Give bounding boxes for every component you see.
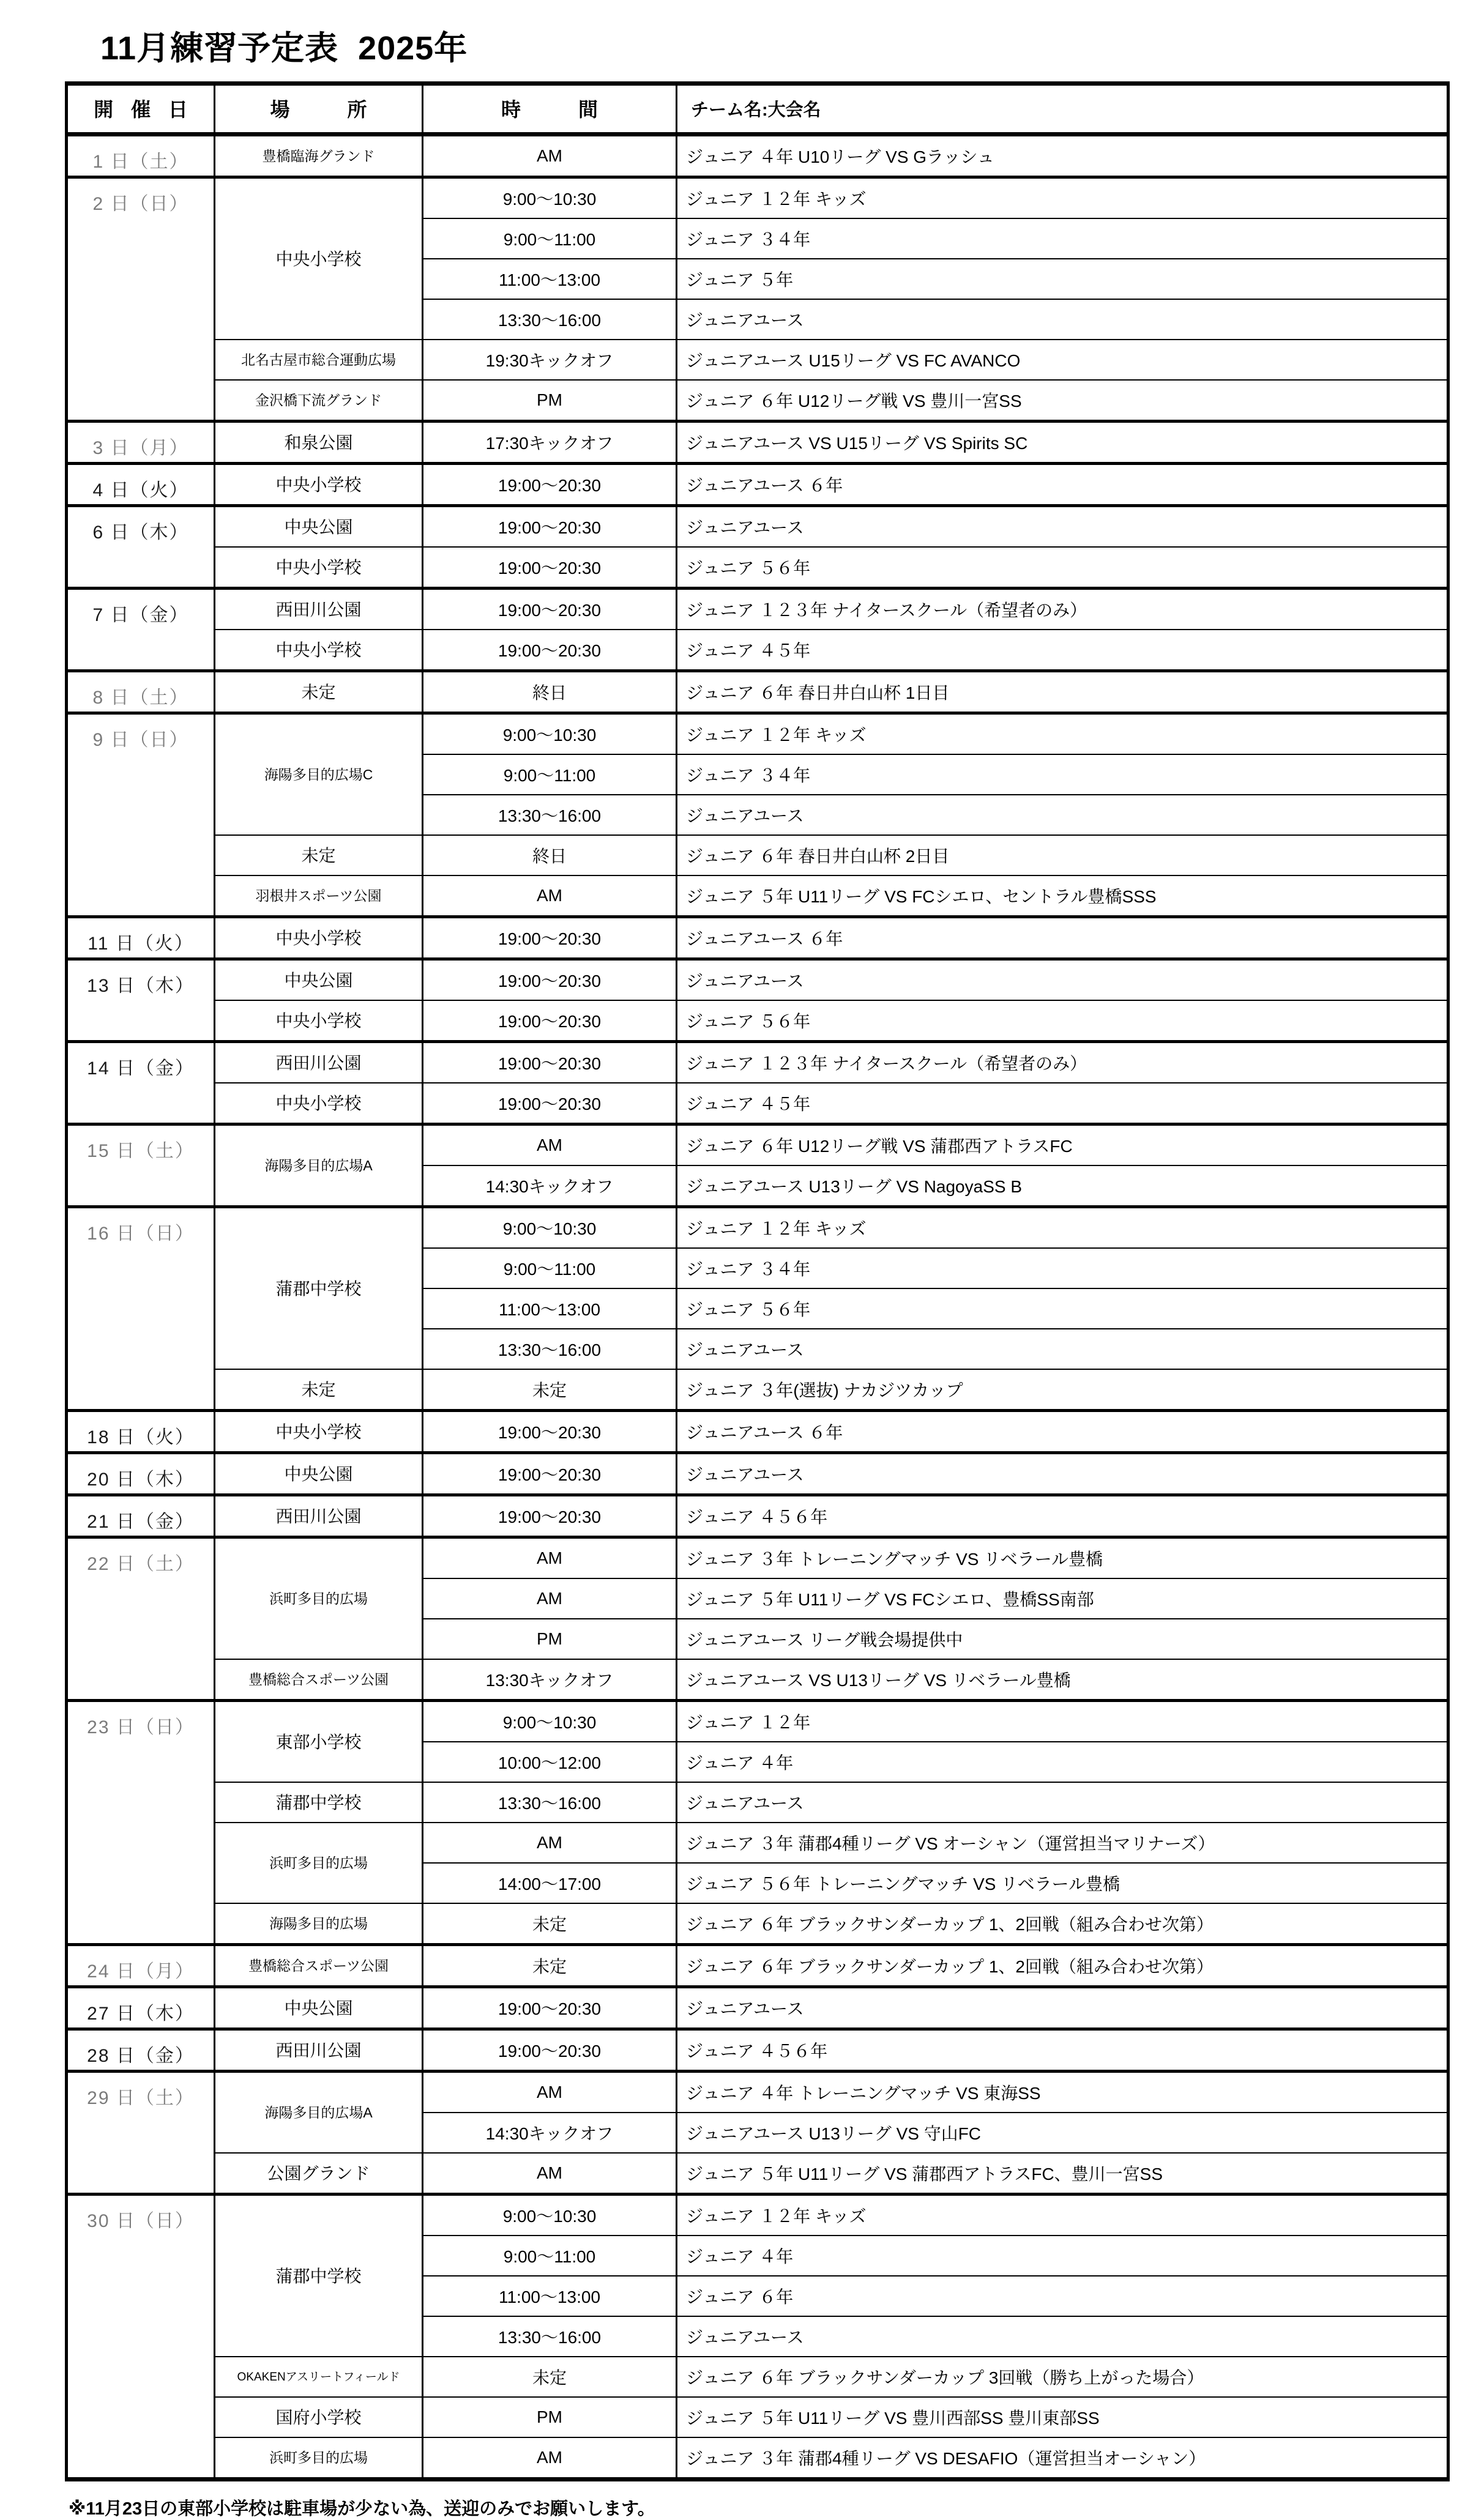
cell-place: 東部小学校 bbox=[215, 1701, 423, 1783]
cell-team: ジュニア １２年 キッズ bbox=[677, 1207, 1448, 1249]
cell-time: 未定 bbox=[423, 1369, 677, 1411]
cell-time: AM bbox=[423, 135, 677, 177]
table-row bbox=[67, 1537, 1448, 1579]
cell-time: AM bbox=[423, 875, 677, 917]
cell-time: 未定 bbox=[423, 1903, 677, 1945]
cell-team: ジュニア １２３年 ナイタースクール（希望者のみ） bbox=[677, 1042, 1448, 1083]
cell-time: AM bbox=[423, 2153, 677, 2195]
cell-team: ジュニアユース bbox=[677, 299, 1448, 340]
cell-team: ジュニア ４年 トレーニングマッチ VS 東海SS bbox=[677, 2072, 1448, 2113]
table-row bbox=[67, 2072, 1448, 2113]
table-row bbox=[67, 506, 1448, 548]
cell-time: 19:00〜20:30 bbox=[423, 1987, 677, 2029]
cell-place: 海陽多目的広場A bbox=[215, 2072, 423, 2154]
cell-time: 9:00〜10:30 bbox=[423, 1701, 677, 1742]
cell-place: 国府小学校 bbox=[215, 2397, 423, 2437]
table-row bbox=[67, 1823, 1448, 1863]
cell-time: 14:00〜17:00 bbox=[423, 1863, 677, 1903]
cell-team: ジュニア １２年 キッズ bbox=[677, 2195, 1448, 2236]
table-row bbox=[67, 959, 1448, 1001]
table-row bbox=[67, 1124, 1448, 1166]
cell-time: 19:00〜20:30 bbox=[423, 547, 677, 589]
table-row bbox=[67, 1659, 1448, 1701]
cell-place: 蒲郡中学校 bbox=[215, 1782, 423, 1823]
cell-place: 中央公園 bbox=[215, 959, 423, 1001]
table-row bbox=[67, 1782, 1448, 1823]
table-row bbox=[67, 2357, 1448, 2397]
cell-time: 14:30キックオフ bbox=[423, 2113, 677, 2153]
cell-place: 公園グランド bbox=[215, 2153, 423, 2195]
table-row bbox=[67, 2397, 1448, 2437]
cell-time: 19:00〜20:30 bbox=[423, 1411, 677, 1453]
cell-time: 13:30〜16:00 bbox=[423, 795, 677, 835]
table-row bbox=[67, 2029, 1448, 2072]
cell-place: 和泉公園 bbox=[215, 422, 423, 464]
cell-team: ジュニア ４５年 bbox=[677, 630, 1448, 671]
cell-place: 豊橋臨海グランド bbox=[215, 135, 423, 177]
cell-team: ジュニアユース bbox=[677, 1987, 1448, 2029]
cell-team: ジュニア ６年 U12リーグ戦 VS 蒲郡西アトラスFC bbox=[677, 1124, 1448, 1166]
cell-time: 19:00〜20:30 bbox=[423, 959, 677, 1001]
cell-date: 13 日（木） bbox=[67, 959, 215, 1042]
cell-date: 14 日（金） bbox=[67, 1042, 215, 1124]
cell-place: 浜町多目的広場 bbox=[215, 1823, 423, 1903]
cell-date: 29 日（土） bbox=[67, 2072, 215, 2195]
cell-time: 未定 bbox=[423, 1945, 677, 1987]
cell-place: 未定 bbox=[215, 835, 423, 875]
table-row bbox=[67, 2195, 1448, 2236]
table-row bbox=[67, 1083, 1448, 1124]
cell-time: AM bbox=[423, 2072, 677, 2113]
cell-date: 16 日（日） bbox=[67, 1207, 215, 1411]
cell-time: 11:00〜13:00 bbox=[423, 2276, 677, 2316]
cell-team: ジュニア ６年 bbox=[677, 2276, 1448, 2316]
cell-team: ジュニア ３４年 bbox=[677, 754, 1448, 795]
cell-team: ジュニア １２年 bbox=[677, 1701, 1448, 1742]
cell-time: 19:30キックオフ bbox=[423, 340, 677, 380]
cell-team: ジュニア ４５６年 bbox=[677, 2029, 1448, 2072]
table-row bbox=[67, 1453, 1448, 1495]
cell-place: 西田川公園 bbox=[215, 1042, 423, 1083]
cell-time: 9:00〜10:30 bbox=[423, 2195, 677, 2236]
cell-team: ジュニアユース bbox=[677, 1329, 1448, 1369]
cell-time: 14:30キックオフ bbox=[423, 1165, 677, 1207]
cell-date: 7 日（金） bbox=[67, 589, 215, 671]
cell-time: AM bbox=[423, 1823, 677, 1863]
cell-team: ジュニアユース VS U15リーグ VS Spirits SC bbox=[677, 422, 1448, 464]
cell-team: ジュニア ５６年 トレーニングマッチ VS リベラール豊橋 bbox=[677, 1863, 1448, 1903]
table-header bbox=[67, 84, 1448, 135]
cell-date: 30 日（日） bbox=[67, 2195, 215, 2480]
cell-team: ジュニアユース U13リーグ VS 守山FC bbox=[677, 2113, 1448, 2153]
cell-place: 羽根井スポーツ公園 bbox=[215, 875, 423, 917]
cell-date: 9 日（日） bbox=[67, 713, 215, 917]
cell-place: 中央小学校 bbox=[215, 1411, 423, 1453]
table-row bbox=[67, 1987, 1448, 2029]
cell-place: 豊橋総合スポーツ公園 bbox=[215, 1945, 423, 1987]
cell-time: PM bbox=[423, 380, 677, 422]
cell-team: ジュニア １２年 キッズ bbox=[677, 177, 1448, 219]
cell-time: AM bbox=[423, 1124, 677, 1166]
cell-team: ジュニアユース VS U13リーグ VS リベラール豊橋 bbox=[677, 1659, 1448, 1701]
cell-team: ジュニア ３４年 bbox=[677, 218, 1448, 259]
cell-time: 9:00〜10:30 bbox=[423, 177, 677, 219]
table-row bbox=[67, 547, 1448, 589]
cell-place: 西田川公園 bbox=[215, 2029, 423, 2072]
cell-team: ジュニアユース bbox=[677, 1782, 1448, 1823]
cell-time: 19:00〜20:30 bbox=[423, 1042, 677, 1083]
cell-time: 13:30〜16:00 bbox=[423, 2316, 677, 2357]
cell-place: 中央小学校 bbox=[215, 547, 423, 589]
cell-time: 11:00〜13:00 bbox=[423, 259, 677, 299]
cell-date: 22 日（土） bbox=[67, 1537, 215, 1701]
cell-team: ジュニア ５６年 bbox=[677, 1000, 1448, 1042]
cell-time: 19:00〜20:30 bbox=[423, 1000, 677, 1042]
cell-time: 17:30キックオフ bbox=[423, 422, 677, 464]
cell-team: ジュニアユース bbox=[677, 2316, 1448, 2357]
cell-team: ジュニアユース bbox=[677, 506, 1448, 548]
table-row bbox=[67, 464, 1448, 506]
cell-place: 浜町多目的広場 bbox=[215, 1537, 423, 1660]
cell-time: 10:00〜12:00 bbox=[423, 1742, 677, 1782]
cell-team: ジュニアユース リーグ戦会場提供中 bbox=[677, 1619, 1448, 1659]
cell-team: ジュニアユース bbox=[677, 959, 1448, 1001]
cell-time: AM bbox=[423, 1578, 677, 1619]
cell-team: ジュニアユース ６年 bbox=[677, 917, 1448, 959]
cell-time: AM bbox=[423, 1537, 677, 1579]
table-row bbox=[67, 1701, 1448, 1742]
cell-team: ジュニア １２３年 ナイタースクール（希望者のみ） bbox=[677, 589, 1448, 630]
cell-team: ジュニア ６年 春日井白山杯 2日目 bbox=[677, 835, 1448, 875]
table-row bbox=[67, 380, 1448, 422]
cell-team: ジュニア ５年 bbox=[677, 259, 1448, 299]
cell-team: ジュニア ６年 U12リーグ戦 VS 豊川一宮SS bbox=[677, 380, 1448, 422]
cell-team: ジュニアユース U15リーグ VS FC AVANCO bbox=[677, 340, 1448, 380]
cell-time: 終日 bbox=[423, 671, 677, 713]
cell-date: 20 日（木） bbox=[67, 1453, 215, 1495]
cell-place: 中央小学校 bbox=[215, 1083, 423, 1124]
cell-place: 中央公園 bbox=[215, 1987, 423, 2029]
table-row bbox=[67, 671, 1448, 713]
cell-date: 28 日（金） bbox=[67, 2029, 215, 2072]
cell-team: ジュニア ６年 ブラックサンダーカップ 3回戦（勝ち上がった場合） bbox=[677, 2357, 1448, 2397]
column-header-team: チーム名:大会名 bbox=[677, 84, 1448, 135]
table-row bbox=[67, 917, 1448, 959]
cell-team: ジュニア ６年 春日井白山杯 1日目 bbox=[677, 671, 1448, 713]
cell-place: 中央小学校 bbox=[215, 1000, 423, 1042]
cell-time: PM bbox=[423, 2397, 677, 2437]
cell-team: ジュニアユース bbox=[677, 795, 1448, 835]
cell-place: 西田川公園 bbox=[215, 589, 423, 630]
cell-team: ジュニア ５年 U11リーグ VS FCシエロ、豊橋SS南部 bbox=[677, 1578, 1448, 1619]
cell-time: 19:00〜20:30 bbox=[423, 1453, 677, 1495]
cell-team: ジュニア ４５年 bbox=[677, 1083, 1448, 1124]
table-row bbox=[67, 1369, 1448, 1411]
cell-date: 2 日（日） bbox=[67, 177, 215, 422]
cell-team: ジュニアユース U13リーグ VS NagoyaSS B bbox=[677, 1165, 1448, 1207]
cell-date: 1 日（土） bbox=[67, 135, 215, 177]
cell-date: 24 日（月） bbox=[67, 1945, 215, 1987]
cell-time: 9:00〜11:00 bbox=[423, 218, 677, 259]
table-row bbox=[67, 177, 1448, 219]
cell-date: 21 日（金） bbox=[67, 1495, 215, 1537]
cell-time: AM bbox=[423, 2437, 677, 2480]
cell-time: 9:00〜11:00 bbox=[423, 2236, 677, 2276]
table-row bbox=[67, 1903, 1448, 1945]
column-header-date: 開 催 日 bbox=[67, 84, 215, 135]
cell-team: ジュニア ３年 トレーニングマッチ VS リベラール豊橋 bbox=[677, 1537, 1448, 1579]
cell-team: ジュニア ４年 bbox=[677, 1742, 1448, 1782]
table-row bbox=[67, 875, 1448, 917]
cell-date: 3 日（月） bbox=[67, 422, 215, 464]
table-row bbox=[67, 1495, 1448, 1537]
table-row bbox=[67, 422, 1448, 464]
cell-place: 北名古屋市総合運動広場 bbox=[215, 340, 423, 380]
cell-place: 蒲郡中学校 bbox=[215, 1207, 423, 1370]
page-title: 11月練習予定表 2025年 bbox=[100, 30, 468, 67]
cell-time: 13:30〜16:00 bbox=[423, 299, 677, 340]
cell-date: 8 日（土） bbox=[67, 671, 215, 713]
cell-time: 13:30〜16:00 bbox=[423, 1782, 677, 1823]
cell-team: ジュニア ３年(選抜) ナカジツカップ bbox=[677, 1369, 1448, 1411]
footnote: ※11月23日の東部小学校は駐車場が少ない為、送迎のみでお願いします。 bbox=[69, 2499, 655, 2519]
cell-time: 19:00〜20:30 bbox=[423, 2029, 677, 2072]
cell-time: 9:00〜11:00 bbox=[423, 754, 677, 795]
cell-place: 海陽多目的広場 bbox=[215, 1903, 423, 1945]
cell-time: 19:00〜20:30 bbox=[423, 630, 677, 671]
column-header-time: 時 間 bbox=[423, 84, 677, 135]
cell-place: 金沢橋下流グランド bbox=[215, 380, 423, 422]
cell-date: 4 日（火） bbox=[67, 464, 215, 506]
cell-time: PM bbox=[423, 1619, 677, 1659]
cell-time: 終日 bbox=[423, 835, 677, 875]
cell-team: ジュニア ６年 ブラックサンダーカップ 1、2回戦（組み合わせ次第） bbox=[677, 1903, 1448, 1945]
cell-team: ジュニア ３４年 bbox=[677, 1248, 1448, 1288]
cell-place: 海陽多目的広場A bbox=[215, 1124, 423, 1207]
table-row bbox=[67, 1207, 1448, 1249]
cell-place: 豊橋総合スポーツ公園 bbox=[215, 1659, 423, 1701]
cell-place: 浜町多目的広場 bbox=[215, 2437, 423, 2480]
cell-date: 11 日（火） bbox=[67, 917, 215, 959]
header-row bbox=[67, 84, 1448, 135]
table-row bbox=[67, 835, 1448, 875]
cell-team: ジュニアユース ６年 bbox=[677, 1411, 1448, 1453]
table-row bbox=[67, 2437, 1448, 2480]
table-row bbox=[67, 1042, 1448, 1083]
cell-team: ジュニア ５年 U11リーグ VS 蒲郡西アトラスFC、豊川一宮SS bbox=[677, 2153, 1448, 2195]
cell-place: 中央小学校 bbox=[215, 464, 423, 506]
cell-place: 西田川公園 bbox=[215, 1495, 423, 1537]
cell-team: ジュニア ３年 蒲郡4種リーグ VS DESAFIO（運営担当オーシャン） bbox=[677, 2437, 1448, 2480]
column-header-place: 場 所 bbox=[215, 84, 423, 135]
cell-place: 中央小学校 bbox=[215, 917, 423, 959]
cell-place: OKAKENアスリートフィールド bbox=[215, 2357, 423, 2397]
cell-place: 海陽多目的広場C bbox=[215, 713, 423, 836]
cell-time: 19:00〜20:30 bbox=[423, 1495, 677, 1537]
cell-date: 23 日（日） bbox=[67, 1701, 215, 1945]
table-row bbox=[67, 713, 1448, 755]
cell-place: 中央公園 bbox=[215, 506, 423, 548]
cell-time: 19:00〜20:30 bbox=[423, 464, 677, 506]
schedule-table bbox=[65, 81, 1450, 2481]
cell-time: 13:30〜16:00 bbox=[423, 1329, 677, 1369]
table-row bbox=[67, 340, 1448, 380]
cell-date: 6 日（木） bbox=[67, 506, 215, 589]
cell-place: 未定 bbox=[215, 1369, 423, 1411]
cell-time: 19:00〜20:30 bbox=[423, 1083, 677, 1124]
cell-team: ジュニア ５年 U11リーグ VS 豊川西部SS 豊川東部SS bbox=[677, 2397, 1448, 2437]
table-row bbox=[67, 2153, 1448, 2195]
cell-team: ジュニア ４年 U10リーグ VS Gラッシュ bbox=[677, 135, 1448, 177]
cell-team: ジュニア ４５６年 bbox=[677, 1495, 1448, 1537]
table-row bbox=[67, 1000, 1448, 1042]
table-body bbox=[67, 135, 1448, 2480]
cell-place: 中央公園 bbox=[215, 1453, 423, 1495]
cell-team: ジュニアユース bbox=[677, 1453, 1448, 1495]
cell-team: ジュニア ３年 蒲郡4種リーグ VS オーシャン（運営担当マリナーズ） bbox=[677, 1823, 1448, 1863]
cell-team: ジュニア ４年 bbox=[677, 2236, 1448, 2276]
cell-time: 11:00〜13:00 bbox=[423, 1288, 677, 1329]
cell-time: 9:00〜10:30 bbox=[423, 713, 677, 755]
cell-time: 19:00〜20:30 bbox=[423, 506, 677, 548]
cell-team: ジュニア ５６年 bbox=[677, 1288, 1448, 1329]
cell-team: ジュニア １２年 キッズ bbox=[677, 713, 1448, 755]
cell-date: 15 日（土） bbox=[67, 1124, 215, 1207]
cell-time: 19:00〜20:30 bbox=[423, 589, 677, 630]
cell-date: 27 日（木） bbox=[67, 1987, 215, 2029]
cell-time: 13:30キックオフ bbox=[423, 1659, 677, 1701]
cell-place: 未定 bbox=[215, 671, 423, 713]
cell-time: 9:00〜11:00 bbox=[423, 1248, 677, 1288]
cell-time: 9:00〜10:30 bbox=[423, 1207, 677, 1249]
cell-team: ジュニア ６年 ブラックサンダーカップ 1、2回戦（組み合わせ次第） bbox=[677, 1945, 1448, 1987]
cell-team: ジュニア ５６年 bbox=[677, 547, 1448, 589]
cell-time: 19:00〜20:30 bbox=[423, 917, 677, 959]
cell-team: ジュニア ５年 U11リーグ VS FCシエロ、セントラル豊橋SSS bbox=[677, 875, 1448, 917]
cell-date: 18 日（火） bbox=[67, 1411, 215, 1453]
table-row bbox=[67, 589, 1448, 630]
cell-time: 未定 bbox=[423, 2357, 677, 2397]
cell-team: ジュニアユース ６年 bbox=[677, 464, 1448, 506]
table-row bbox=[67, 135, 1448, 177]
cell-place: 中央小学校 bbox=[215, 177, 423, 340]
table-row bbox=[67, 630, 1448, 671]
cell-place: 中央小学校 bbox=[215, 630, 423, 671]
table-row bbox=[67, 1945, 1448, 1987]
cell-place: 蒲郡中学校 bbox=[215, 2195, 423, 2357]
table-row bbox=[67, 1411, 1448, 1453]
